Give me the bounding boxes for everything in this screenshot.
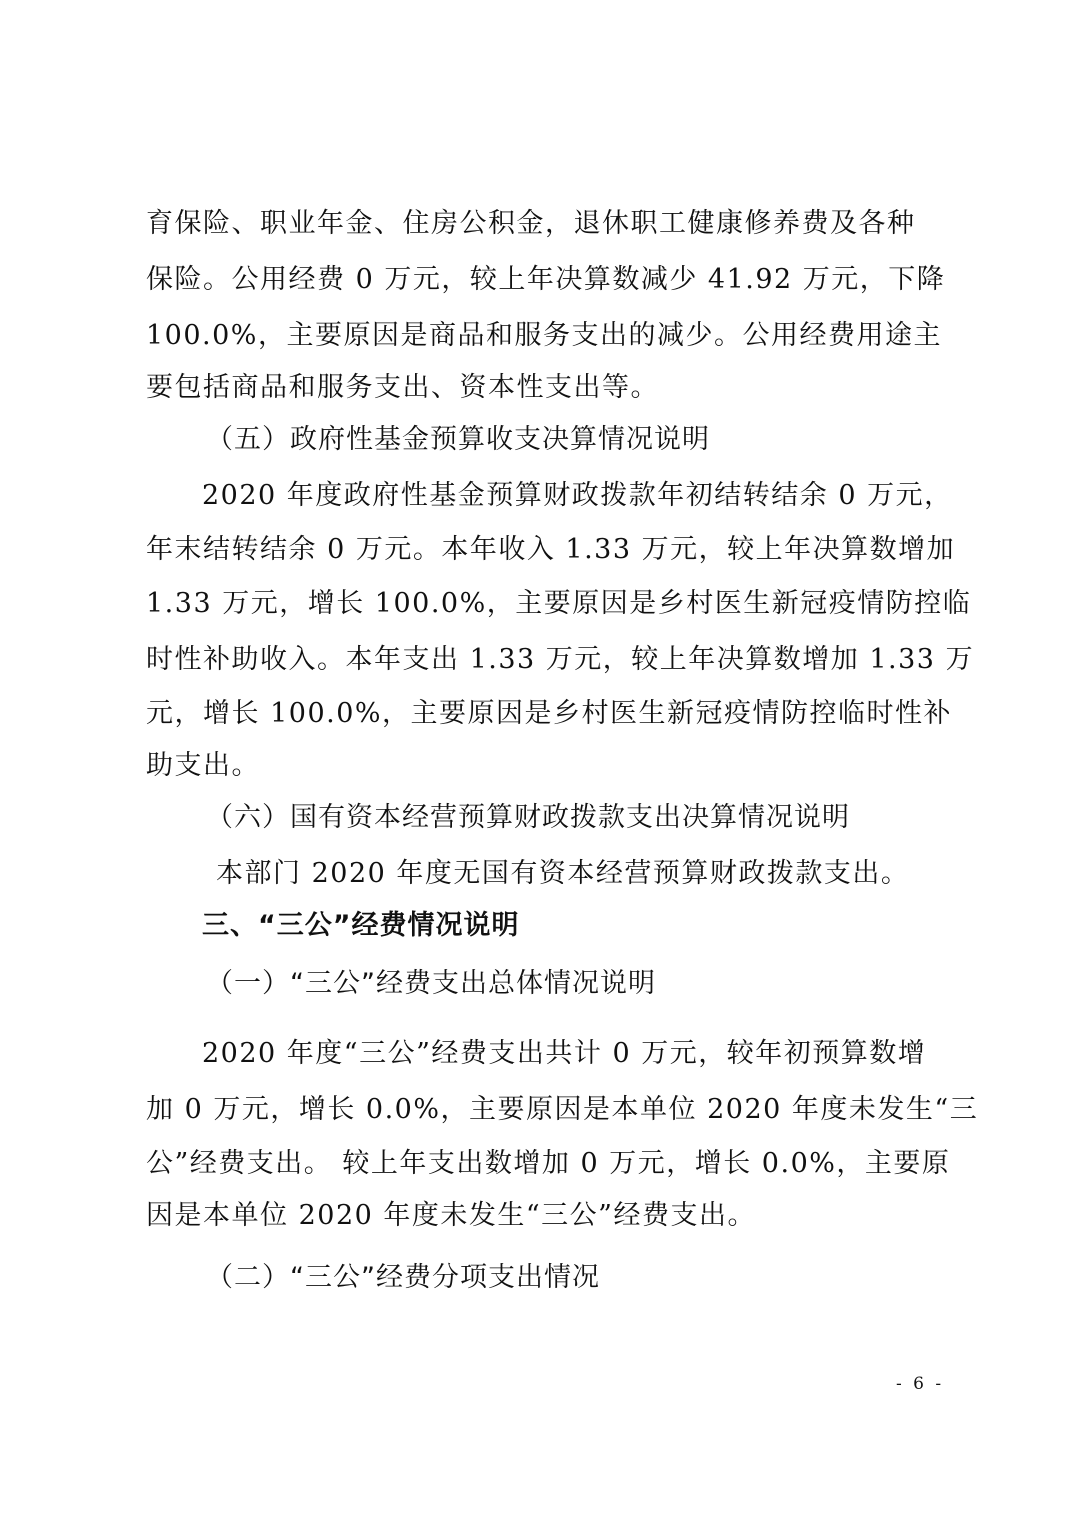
body-text-line: 因是本单位 2020 年度未发生“三公”经费支出。: [146, 1200, 756, 1231]
body-text-line: 2020 年度“三公”经费支出共计 0 万元，较年初预算数增: [202, 1038, 927, 1069]
section-heading-6: （六）国有资本经营预算财政拨款支出决算情况说明: [206, 802, 850, 833]
body-text-line: 加 0 万元，增长 0.0%，主要原因是本单位 2020 年度未发生“三: [146, 1094, 979, 1125]
body-text-line: 年末结转结余 0 万元。本年收入 1.33 万元，较上年决算数增加: [146, 534, 956, 565]
body-text-line: 保险。公用经费 0 万元，较上年决算数减少 41.92 万元，下降: [146, 264, 946, 295]
body-text-line: 1.33 万元，增长 100.0%，主要原因是乡村医生新冠疫情防控临: [146, 588, 972, 619]
body-text-line: 本部门 2020 年度无国有资本经营预算财政拨款支出。: [216, 858, 910, 889]
page-number: - 6 -: [896, 1374, 945, 1394]
body-text-line: 育保险、职业年金、住房公积金，退休职工健康修养费及各种: [146, 208, 916, 239]
body-text-line: 100.0%，主要原因是商品和服务支出的减少。公用经费用途主: [146, 320, 942, 351]
chapter-heading-3: 三、“三公”经费情况说明: [202, 910, 520, 941]
body-text-line: 要包括商品和服务支出、资本性支出等。: [146, 372, 659, 403]
body-text-line: 公”经费支出。 较上年支出数增加 0 万元，增长 0.0%，主要原: [146, 1148, 951, 1179]
section-heading-1: （一）“三公”经费支出总体情况说明: [206, 968, 656, 999]
body-text-line: 元，增长 100.0%，主要原因是乡村医生新冠疫情防控临时性补: [146, 698, 953, 729]
section-heading-5: （五）政府性基金预算收支决算情况说明: [206, 424, 710, 455]
body-text-line: 时性补助收入。本年支出 1.33 万元，较上年决算数增加 1.33 万: [146, 644, 975, 675]
section-heading-2: （二）“三公”经费分项支出情况: [206, 1262, 600, 1293]
body-text-line: 助支出。: [146, 750, 260, 781]
body-text-line: 2020 年度政府性基金预算财政拨款年初结转结余 0 万元，: [202, 480, 953, 511]
